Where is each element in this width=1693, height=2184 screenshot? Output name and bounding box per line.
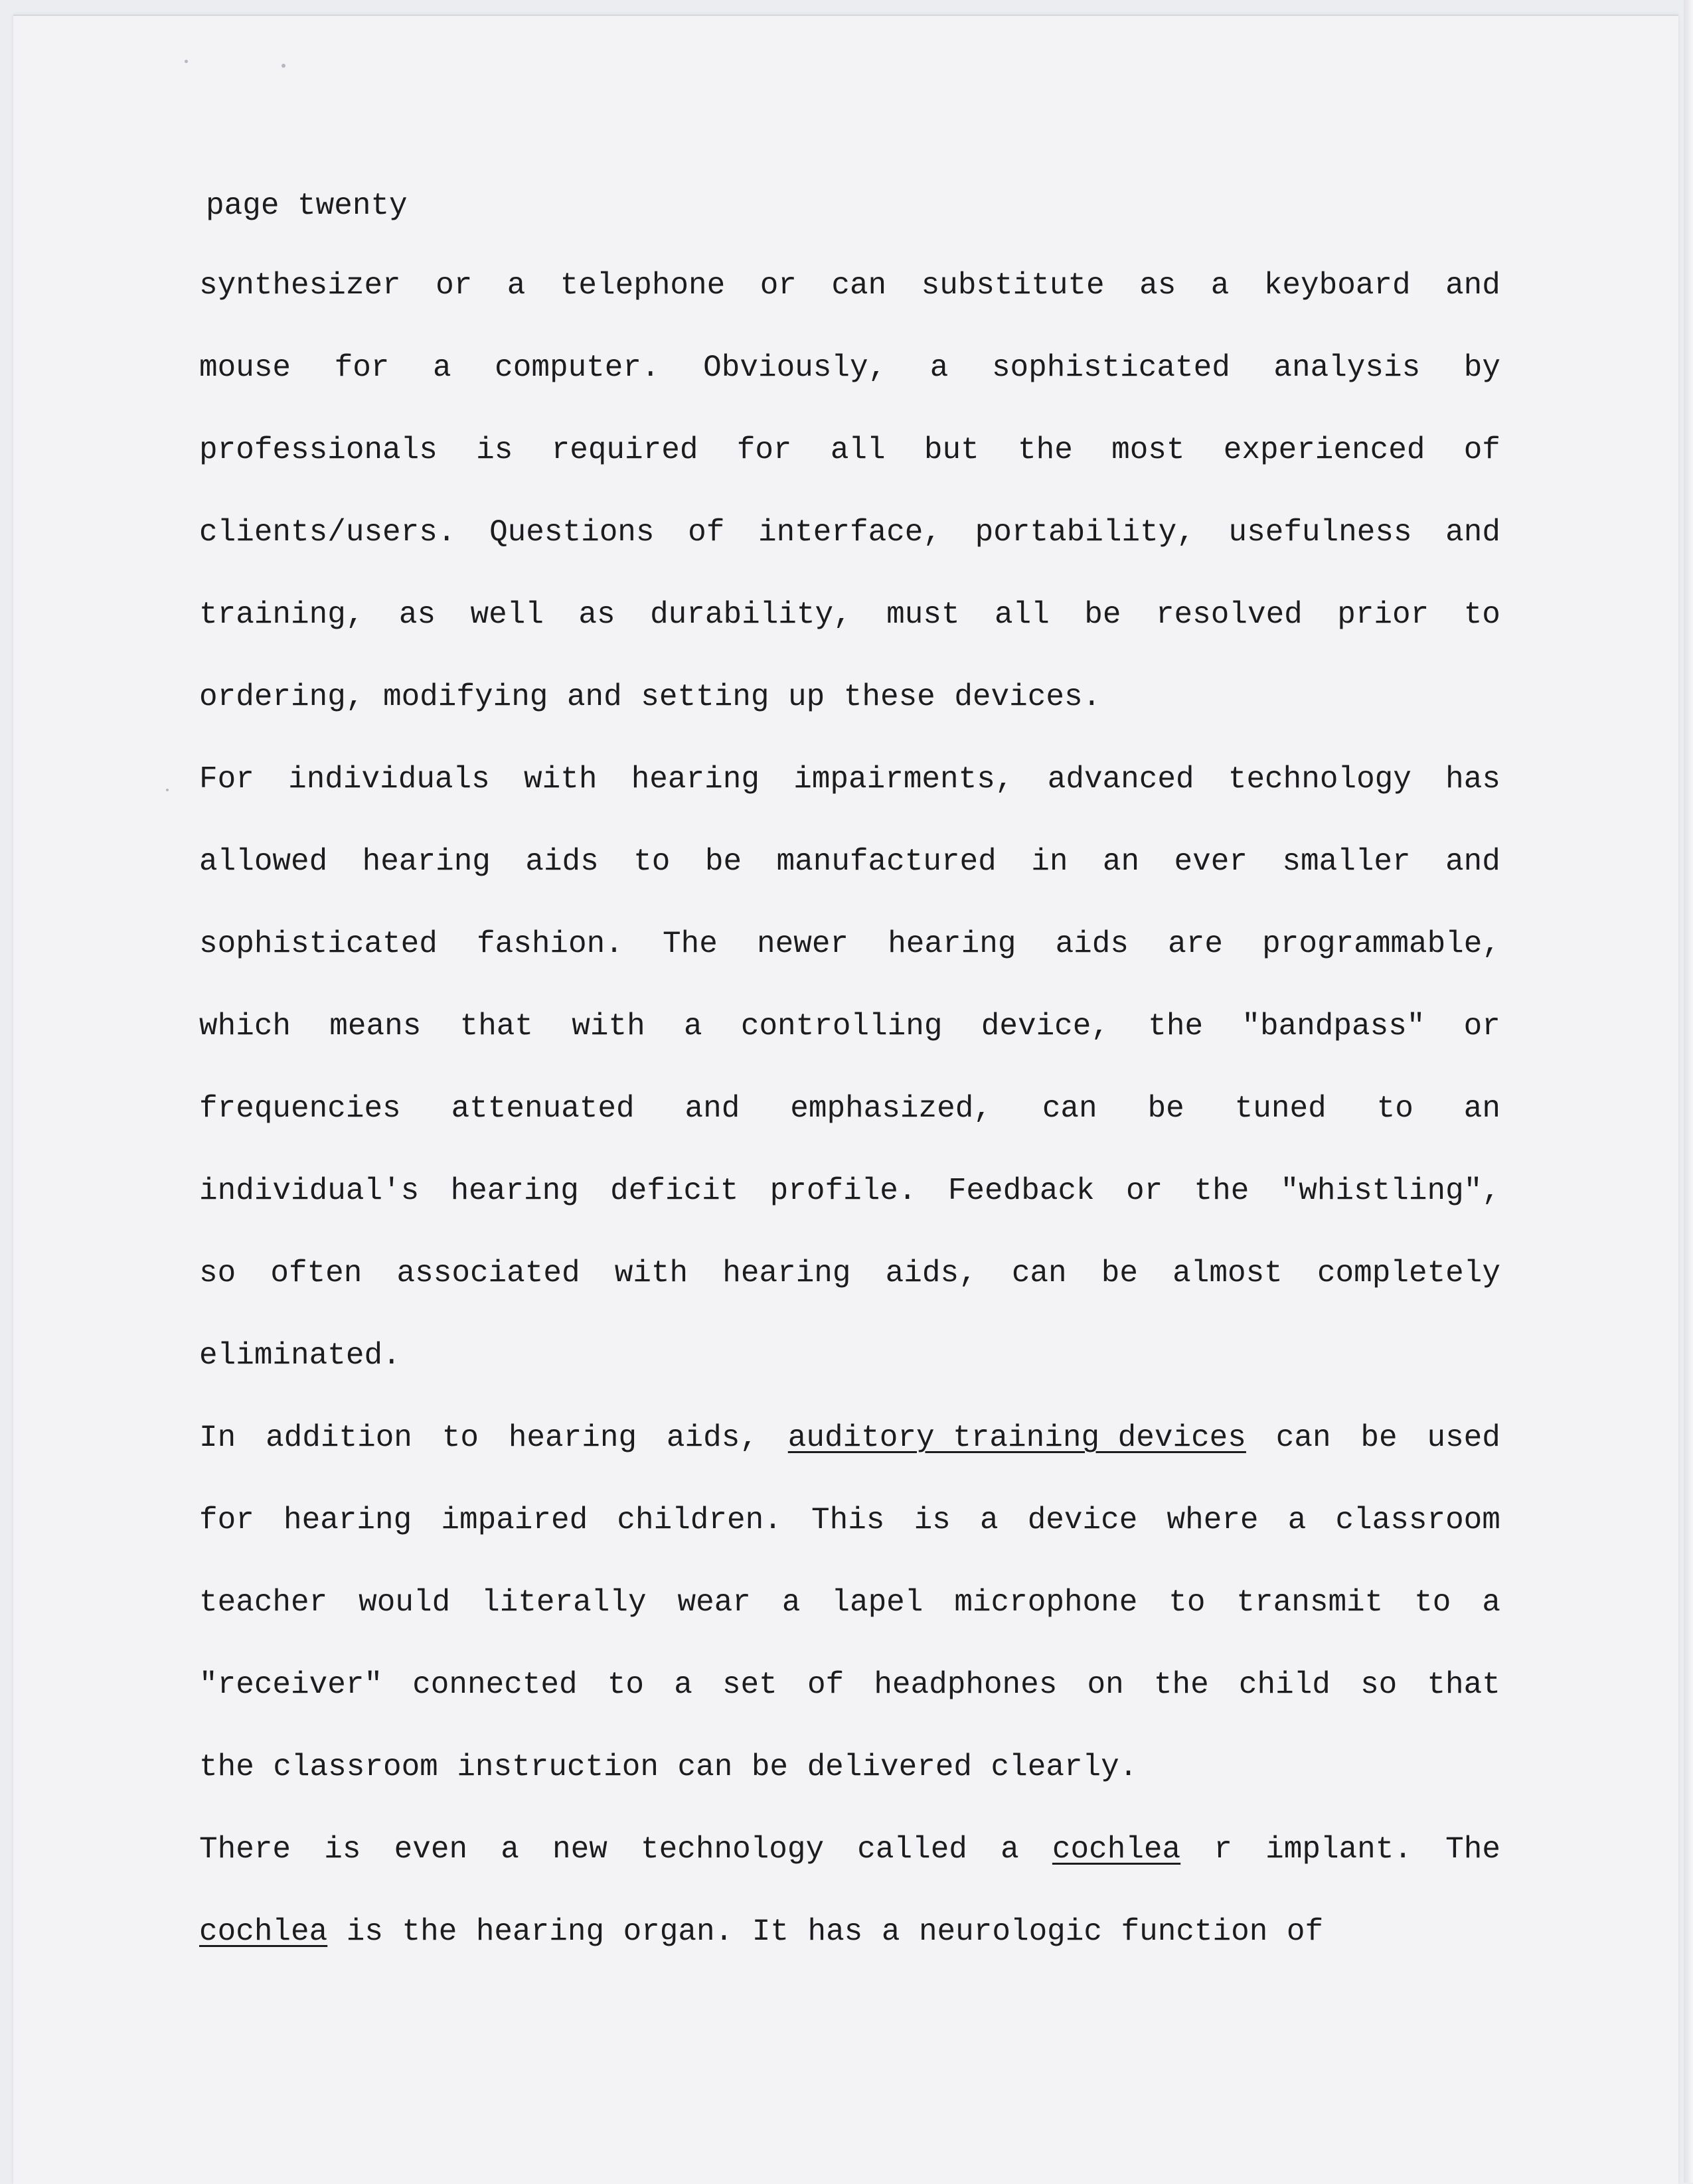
paragraph [199,1830,1500,1952]
text-line [199,1665,1500,1705]
word: classroom [273,1750,438,1784]
word: by [1463,351,1500,385]
word: for [199,1503,254,1537]
word: is [346,1914,383,1949]
word: lapel [831,1585,924,1620]
text-line [199,1089,1500,1129]
word: emphasized, [790,1091,992,1126]
word: called [857,1832,967,1867]
word: resolved [1155,597,1303,632]
word: completely [1317,1256,1500,1290]
word: of [688,515,725,550]
word: sophisticated [991,351,1230,385]
word: the [199,1750,254,1784]
word: hearing [362,844,491,879]
word: eliminated. [199,1338,401,1373]
word: means [329,1009,422,1044]
word: with [572,1009,645,1044]
word: hearing [508,1421,637,1455]
word: is [324,1832,361,1867]
word: has [1445,762,1500,797]
word: be [1101,1256,1139,1290]
word: smaller [1282,844,1411,879]
paragraphs-container [199,266,1500,1952]
word: new [552,1832,607,1867]
word: hearing [631,762,760,797]
word: are [1168,927,1223,961]
word: deficit [610,1174,739,1208]
page-edge-shadow [1684,0,1693,2183]
word: be [1084,597,1121,632]
word: The [663,927,718,961]
text-line [199,1912,1500,1952]
word: but [924,433,979,467]
word: so [199,1256,236,1290]
text-line [199,1171,1500,1211]
word: would [359,1585,451,1620]
page-header: page twenty [206,189,408,223]
word: most [1111,433,1185,467]
word: substitute [921,268,1105,303]
word: a [683,1009,702,1044]
word: be [704,844,742,879]
text-line [199,1336,1500,1375]
word: often [270,1256,363,1290]
word: addition [266,1421,412,1455]
word: hearing [722,1256,851,1290]
scan-speck [166,789,169,791]
word: is [476,433,513,467]
word: Obviously, [703,351,887,385]
word: set [722,1668,777,1702]
text-line [199,924,1500,964]
word: to [1414,1585,1451,1620]
word: programmable, [1262,927,1500,961]
word: be [1360,1421,1398,1455]
word: delivered [807,1750,973,1784]
word: clients/users. [199,515,456,550]
word: associated [396,1256,580,1290]
word: implant. [1265,1832,1412,1867]
text-line [199,759,1500,799]
text-line [199,1006,1500,1046]
word: tuned [1234,1091,1327,1126]
word: headphones [874,1668,1058,1702]
word: so [1360,1668,1398,1702]
word: a [1482,1585,1500,1620]
word: with [524,762,598,797]
word: function [1121,1914,1268,1949]
word: mouse [199,351,291,385]
word: microphone [954,1585,1138,1620]
word: profile. [769,1174,917,1208]
word: device [1027,1503,1138,1537]
word: individuals [288,762,490,797]
paragraph [199,266,1500,717]
word: to [1376,1091,1413,1126]
word: has [807,1914,863,1949]
word: and [1445,268,1500,303]
text-line [199,430,1500,470]
paragraph [199,759,1500,1375]
underlined-term: auditory training devices [787,1421,1246,1455]
word: a [979,1503,999,1537]
word: of [1463,433,1500,467]
word: classroom [1335,1503,1500,1537]
word: or [760,268,797,303]
word: a [929,351,949,385]
word: neurologic [918,1914,1102,1949]
word: r [1214,1832,1232,1867]
text-line [199,1583,1500,1622]
word: hearing [888,927,1016,961]
word: sophisticated [199,927,438,961]
word: In [199,1421,236,1455]
word: used [1427,1421,1500,1455]
word: to [1463,597,1500,632]
word: transmit [1236,1585,1384,1620]
word: technology [1228,762,1411,797]
word: ever [1174,844,1248,879]
word: or [1463,1009,1500,1044]
paragraph [199,1418,1500,1787]
word: to [1169,1585,1206,1620]
scan-speck [282,64,285,68]
word: device, [981,1009,1109,1044]
word: controlling [740,1009,943,1044]
word: an [1102,844,1140,879]
word: or [436,268,473,303]
word: ordering, [199,680,364,714]
word: the [402,1914,457,1949]
word: can [677,1750,733,1784]
word: for [736,433,792,467]
word: connected [412,1668,578,1702]
word: to [607,1668,645,1702]
text-line [199,348,1500,388]
word: all [995,597,1050,632]
word: the [1194,1174,1250,1208]
word: where [1167,1503,1259,1537]
word: modifying [382,680,548,714]
word: be [1147,1091,1184,1126]
word: prior [1337,597,1429,632]
text-line [199,512,1500,552]
word: portability, [975,515,1195,550]
word: on [1087,1668,1124,1702]
word: Feedback [947,1174,1095,1208]
word: children. [617,1503,782,1537]
word: and [1445,515,1500,550]
word: individual's [199,1174,420,1208]
word: an [1463,1091,1500,1126]
word: all [830,433,886,467]
word: can [1011,1256,1067,1290]
text-line [199,1418,1500,1458]
word: a [881,1914,900,1949]
word: professionals [199,433,438,467]
word: child [1238,1668,1330,1702]
word: a [1001,1832,1019,1867]
text-line [199,1253,1500,1293]
word: for [334,351,390,385]
word: that [459,1009,534,1044]
text-line [199,1830,1500,1869]
word: the [1153,1668,1209,1702]
word: can [831,268,887,303]
word: It [752,1914,789,1949]
word: as [578,597,615,632]
underlined-term: cochlea [199,1914,328,1949]
word: hearing [475,1914,605,1949]
word: almost [1172,1256,1283,1290]
word: newer [757,927,849,961]
word: teacher [199,1585,328,1620]
text-line [199,842,1500,882]
scan-speck [185,60,188,63]
word: a [501,1832,519,1867]
word: manufactured [776,844,997,879]
word: allowed [199,844,328,879]
word: synthesizer [199,268,401,303]
word: even [394,1832,468,1867]
word: organ. [623,1914,734,1949]
word: a [1210,268,1230,303]
word: these [843,680,935,714]
word: attenuated [451,1091,635,1126]
word: telephone [560,268,726,303]
word: instruction [457,1750,659,1784]
word: "whistling", [1280,1174,1500,1208]
text-line [199,266,1500,305]
word: is [914,1503,951,1537]
document-body [199,186,1500,1994]
text-line [199,1747,1500,1787]
word: of [807,1668,845,1702]
word: aids, [666,1421,758,1455]
word: experienced [1223,433,1425,467]
word: required [551,433,698,467]
word: wear [677,1585,751,1620]
word: setting [641,680,769,714]
word: be [751,1750,789,1784]
word: a [674,1668,692,1702]
word: "receiver" [199,1668,383,1702]
word: which [199,1009,291,1044]
text-line [199,595,1500,635]
word: hearing [283,1503,412,1537]
word: and [566,680,622,714]
word: literally [481,1585,647,1620]
word: a [1287,1503,1307,1537]
word: interface, [758,515,942,550]
word: Questions [489,515,655,550]
word: impaired [441,1503,588,1537]
word: as [398,597,436,632]
word: durability, [650,597,852,632]
word: "bandpass" [1242,1009,1425,1044]
word: usefulness [1228,515,1412,550]
underlined-term: cochlea [1052,1832,1181,1867]
word: There [199,1832,291,1867]
word: clearly. [991,1750,1138,1784]
word: aids [525,844,599,879]
word: to [442,1421,479,1455]
word: the [1148,1009,1204,1044]
word: a [432,351,451,385]
word: in [1031,844,1068,879]
word: fashion. [477,927,623,961]
word: computer. [495,351,660,385]
word: The [1445,1832,1500,1867]
word: technology [641,1832,825,1867]
word: advanced [1047,762,1194,797]
word: must [886,597,960,632]
word: of [1286,1914,1324,1949]
word: or [1125,1174,1163,1208]
word: and [685,1091,740,1126]
word: This [811,1503,885,1537]
word: aids, [885,1256,977,1290]
text-line [199,677,1500,717]
word: For [199,762,254,797]
word: can [1042,1091,1097,1126]
word: training, [199,597,364,632]
word: that [1427,1668,1500,1702]
word: a [507,268,526,303]
word: devices. [954,680,1101,714]
word: can [1275,1421,1331,1455]
word: keyboard [1263,268,1411,303]
word: with [614,1256,688,1290]
word: to [633,844,671,879]
word: frequencies [199,1091,401,1126]
word: impairments, [793,762,1014,797]
word: the [1018,433,1073,467]
word: aids [1055,927,1129,961]
word: hearing [450,1174,579,1208]
word: up [788,680,825,714]
word: as [1139,268,1176,303]
word: and [1445,844,1500,879]
word: well [470,597,544,632]
text-line [199,1500,1500,1540]
word: analysis [1273,351,1421,385]
word: a [781,1585,801,1620]
